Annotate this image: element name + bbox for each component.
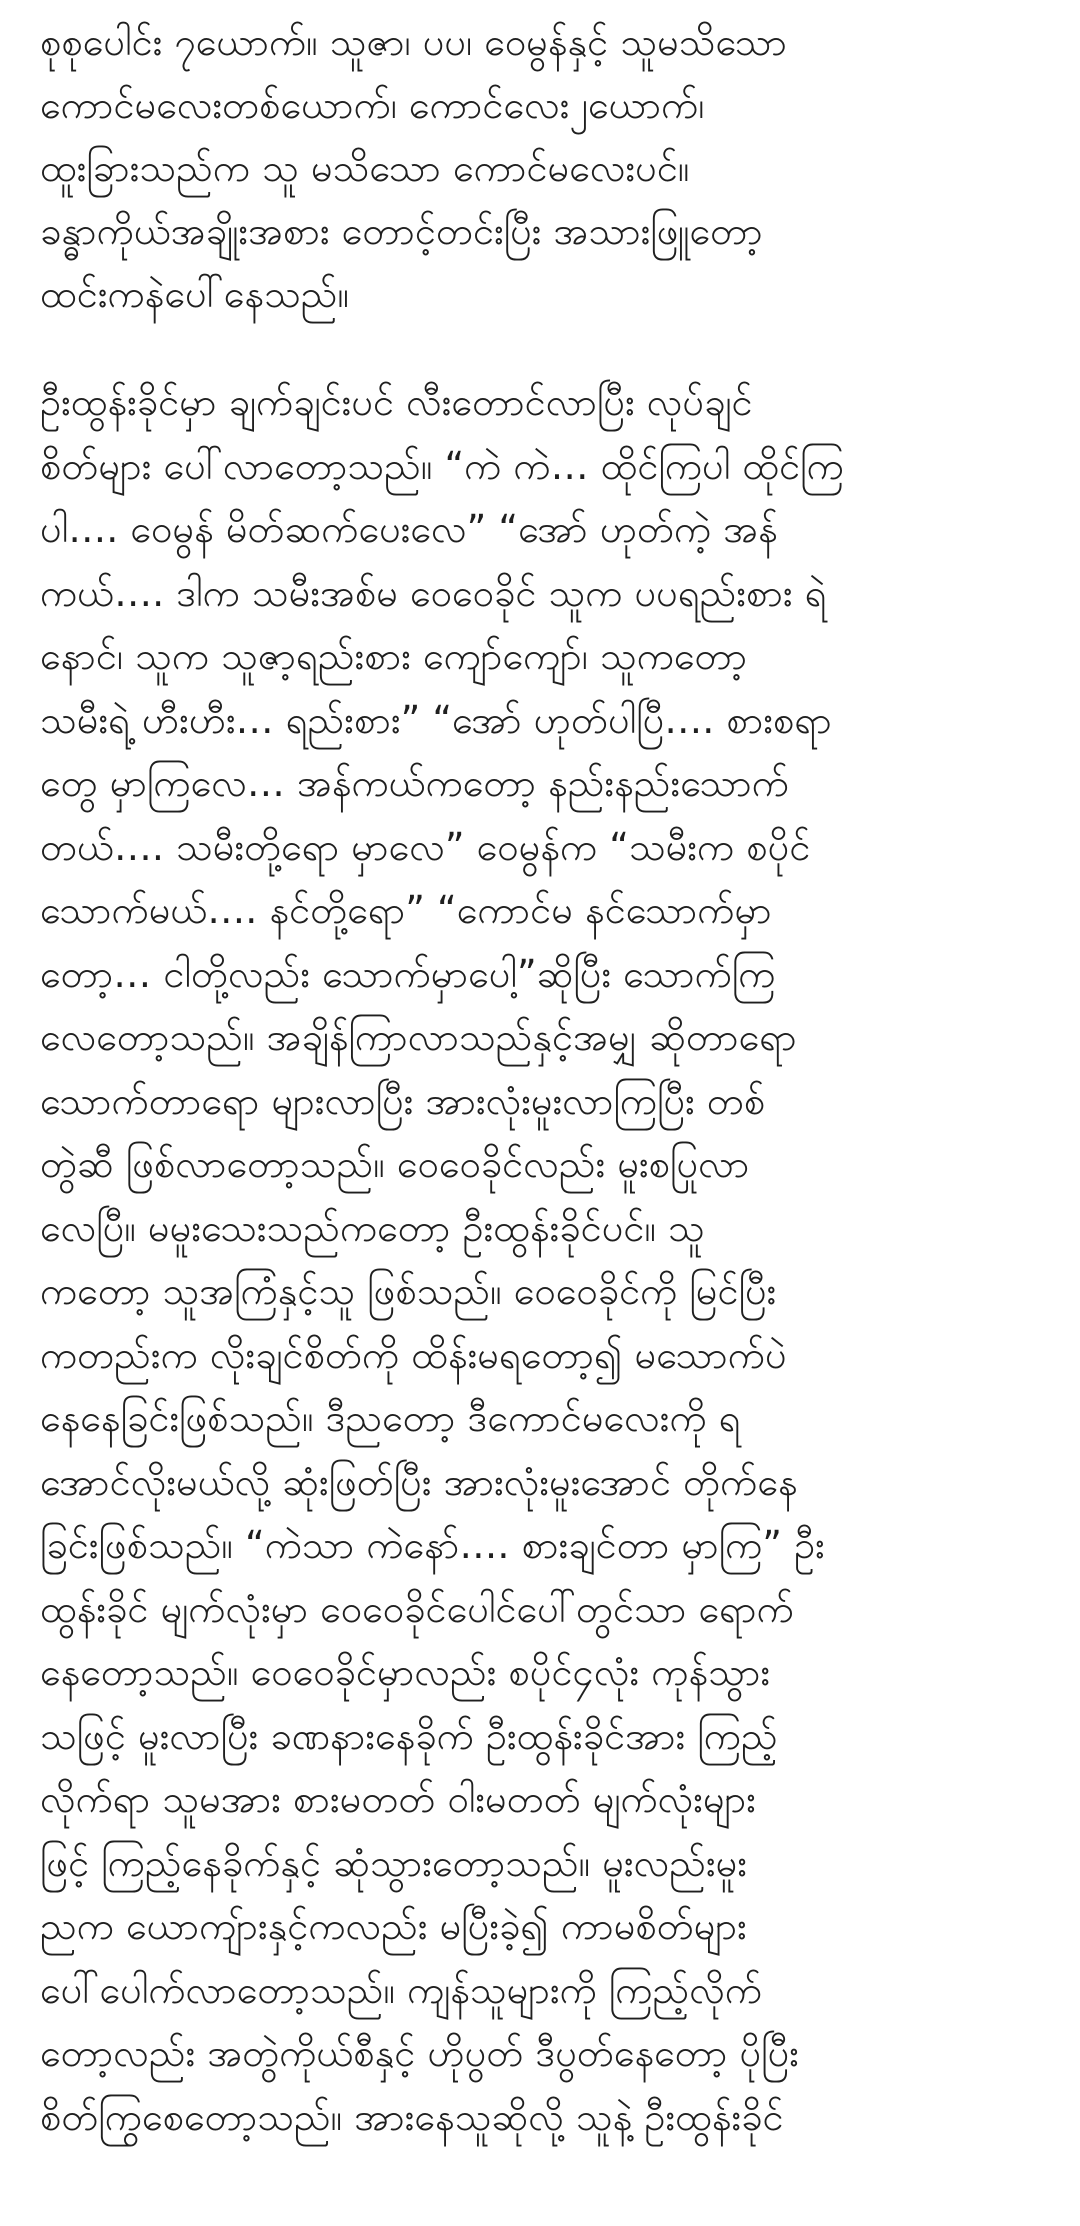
- text-line: နေနေခြင်းဖြစ်သည်။ ဒီညတော့ ဒီကောင်မလေးကို ရ: [40, 1396, 741, 1440]
- text-line: တွေ မှာကြလေ… အန်ကယ်ကတော့ နည်းနည်းသောက်: [40, 761, 789, 805]
- text-line: ခြင်းဖြစ်သည်။ “ကဲသာ ကဲနော်…. စားချင်တာ မှာကြ” ဦး: [40, 1523, 825, 1567]
- text-line: ညက ယောကျ်ားနှင့်ကလည်း မပြီးခဲ့၍ ကာမစိတ်များ: [40, 1904, 747, 1948]
- text-line: သောက်တာရော များလာပြီး အားလုံးမူးလာကြပြီး တစ်: [40, 1079, 766, 1123]
- text-line: လိုက်ရာ သူမအား စားမတတ် ဝါးမတတ် မျက်လုံးများ: [40, 1777, 756, 1821]
- text-line: ပါ…. ဝေမွန် မိတ်ဆက်ပေးလေ” “အော် ဟုတ်ကဲ့ အန်: [40, 507, 778, 551]
- text-line: ပေါ်ပေါက်လာတော့သည်။ ကျန်သူများကို ကြည့်လိုက်: [40, 1968, 763, 2012]
- text-line: ကတည်းက လိုးချင်စိတ်ကို ထိန်းမရတော့၍ မသောက်ပဲ: [40, 1333, 787, 1377]
- text-line: ထင်းကနဲပေါ်နေသည်။: [40, 272, 350, 316]
- text-line: တော့လည်း အတွဲကိုယ်စီနှင့် ဟိုပွတ် ဒီပွတ်နေတော့ ပိုပြီး: [40, 2031, 799, 2075]
- text-line: စိတ်ကြွစေတော့သည်။ အားနေသူဆိုလို့ သူနဲ့ ဦးထွန်းခိုင်: [40, 2095, 784, 2139]
- text-line: ကောင်မလေးတစ်ယောက်၊ ကောင်လေး၂ယောက်၊: [40, 83, 705, 127]
- text-line: ကတော့ သူအကြံနှင့်သူ ဖြစ်သည်။ ဝေဝေခိုင်ကို မြင်ပြီး: [40, 1269, 777, 1313]
- text-line: နောင်၊ သူက သူဇာ့ရည်းစား ကျော်ကျော်၊ သူကတော့: [40, 634, 748, 678]
- text-line: လေပြီ။ မမူးသေးသည်ကတော့ ဦးထွန်းခိုင်ပင်။ သူ: [40, 1206, 705, 1250]
- text-line: နေတော့သည်။ ဝေဝေခိုင်မှာလည်း စပိုင်၄လုံး ကုန်သွား: [40, 1650, 771, 1694]
- text-line: စိတ်များ ပေါ်လာတော့သည်။ “ကဲ ကဲ… ထိုင်ကြပါ ထိုင်ကြ: [40, 444, 844, 488]
- text-line: သမီးရဲ့ ဟီးဟီး… ရည်းစား” “အော် ဟုတ်ပါပြီ…. စားစရာ: [40, 698, 832, 742]
- text-line: သဖြင့် မူးလာပြီး ခဏနားနေခိုက် ဦးထွန်းခိုင်အား ကြည့်: [40, 1714, 778, 1758]
- text-line: ဦးထွန်းခိုင်မှာ ချက်ချင်းပင် လီးတောင်လာပြီး လုပ်ချင်: [40, 380, 753, 424]
- text-line: စုစုပေါင်း ၇ယောက်။ သူဇာ၊ ပပ၊ ဝေမွန်နှင့် သူမသိသော: [40, 20, 788, 64]
- text-line: ထူးခြားသည်က သူ မသိသော ကောင်မလေးပင်။: [40, 146, 690, 190]
- text-line: တော့… ငါတို့လည်း သောက်မှာပေါ့”ဆိုပြီး သောက်ကြ: [40, 952, 776, 996]
- text-line: အောင်လိုးမယ်လို့ ဆုံးဖြတ်ပြီး အားလုံးမူးအောင် တိုက်နေ: [40, 1460, 798, 1504]
- text-line: ခန္ဓာကိုယ်အချိုးအစား တောင့်တင်းပြီး အသားဖြူတော့: [40, 209, 763, 253]
- text-line: ဖြင့် ကြည့်နေခိုက်နှင့် ဆုံသွားတော့သည်။ မူးလည်းမူး: [40, 1841, 747, 1885]
- text-line: ကယ်…. ဒါက သမီးအစ်မ ဝေဝေခိုင် သူက ပပရည်းစား ရဲ: [40, 571, 827, 615]
- text-line: လေတော့သည်။ အချိန်ကြာလာသည်နှင့်အမျှ ဆိုတာရော: [40, 1015, 797, 1059]
- text-line: တွဲဆီ ဖြစ်လာတော့သည်။ ဝေဝေခိုင်လည်း မူးစပြုလာ: [40, 1142, 750, 1186]
- text-line: တယ်…. သမီးတို့ရော မှာလေ” ဝေမွန်က “သမီးက စပိုင်: [40, 825, 811, 869]
- text-line: ထွန်းခိုင် မျက်လုံးမှာ ဝေဝေခိုင်ပေါင်ပေါ်တွင်သာ ရောက်: [40, 1587, 794, 1631]
- text-line: သောက်မယ်…. နင်တို့ရော” “ကောင်မ နင်သောက်မှာ: [40, 888, 772, 932]
